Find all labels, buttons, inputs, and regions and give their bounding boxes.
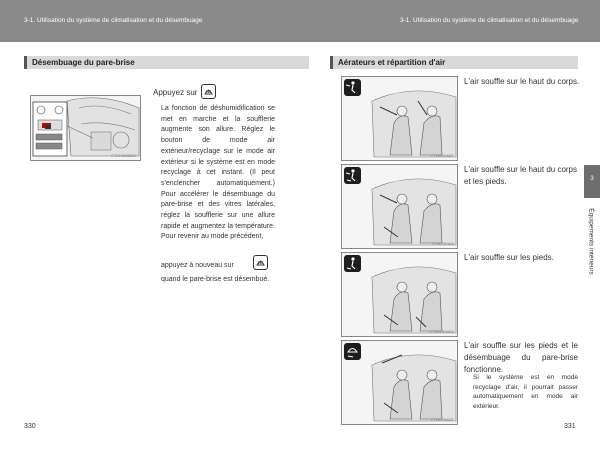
vent-mode-illustration xyxy=(341,164,458,249)
mode-description: L'air souffle sur les pieds et le désembuage du pare-brise fonctionne. xyxy=(464,341,578,374)
bi-level-icon xyxy=(344,167,361,184)
figure-code: CTHIS9068E xyxy=(430,153,454,158)
vent-mode-illustration xyxy=(341,340,458,425)
figure-code: CTHIS9068KF xyxy=(110,153,137,158)
foot-defrost-icon xyxy=(344,343,361,360)
vent-mode-illustration xyxy=(341,76,458,161)
dashboard-illustration xyxy=(30,95,141,161)
face-vent-icon xyxy=(344,79,361,96)
foot-vent-icon xyxy=(344,255,361,272)
mode-description: L'air souffle sur le haut du corps et les pieds. xyxy=(464,165,577,186)
defrost-button-icon xyxy=(201,84,216,99)
page-number-right: 331 xyxy=(564,423,576,430)
recirculation-note: Si le système est en mode recyclage d'air, il pourrait passer automatiquement en mode air extérieur. xyxy=(473,374,578,410)
defogging-instructions: La fonction de déshumidification se met en marche et la soufflerie augmente son allure. Réglez le bouton de mode air extérieur/recyclage sur le mode air extérieur si le système est en mode recyclage à cet instant. (Il peut s'enclencher automatiquement.) Pour accélérer le désembuage du pare-brise et des vitres latérales, réglez la soufflerie sur une allure rapide et augmentez la température. Pour revenir au mode précédent, xyxy=(161,105,275,241)
page-number-left: 330 xyxy=(24,423,36,430)
vent-mode-illustration xyxy=(341,252,458,337)
chapter-number: 3 xyxy=(590,176,594,182)
figure-code: CTHIS9068I xyxy=(431,241,454,246)
when-defogged-text: quand le pare-brise est désembué. xyxy=(161,276,270,283)
section-title-air-outlets: Aérateurs et répartition d'air xyxy=(330,56,578,69)
section-title-defogging: Désembuage du pare-brise xyxy=(24,56,309,69)
press-label: Appuyez sur xyxy=(153,88,198,97)
mode-description: L'air souffle sur les pieds. xyxy=(464,253,554,262)
figure-code: CTHIS9068W xyxy=(429,329,454,334)
left-running-header: 3-1. Utilisation du système de climatisation et du désembuage xyxy=(24,17,203,24)
press-again-label: appuyez à nouveau sur xyxy=(161,262,234,269)
figure-code: CTHIS9068T xyxy=(430,417,454,422)
chapter-label: Équipements intérieurs xyxy=(587,208,595,275)
right-running-header: 3-1. Utilisation du système de climatisation et du désembuage xyxy=(400,17,579,24)
mode-description: L'air souffle sur le haut du corps. xyxy=(464,77,580,86)
defrost-button-icon xyxy=(253,255,268,270)
